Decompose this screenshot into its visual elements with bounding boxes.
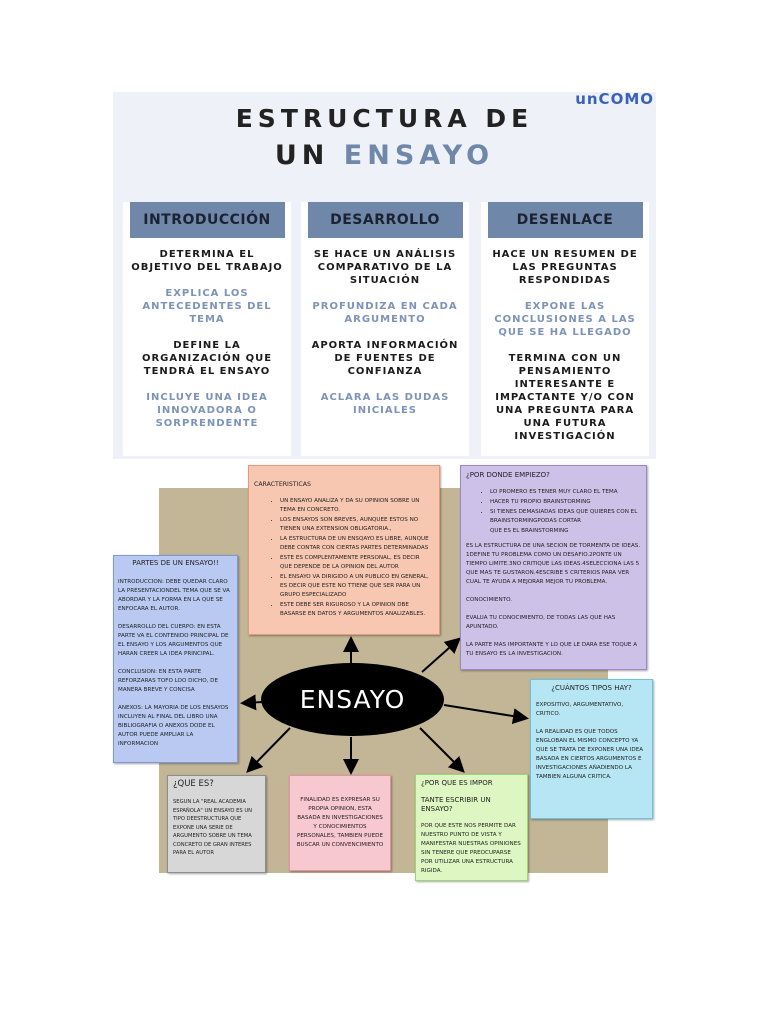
column-heading: DESENLACE — [488, 202, 643, 238]
box-por-que-es-importante — [415, 774, 528, 881]
box-title: PARTES DE UN ENSAYO!! — [132, 559, 219, 567]
paragraph: CONCLUSION: EN ESTA PARTE REFORZARAS TOFO LOO DICHO, DE MANERA BREVE Y CONCISA — [118, 669, 218, 693]
column-item: HACE UN RESUMEN DE LAS PREGUNTAS RESPONDIDAS — [492, 249, 638, 286]
paragraph: ANEXOS: LA MAYORIA DE LOS ENSAYOS INCLUYEN AL FINAL DEL LIBRO UNA BIBLIOGRAFIA O ANEXOS DODE EL AUTOR PUEDE AMPLIAR LA INFORMACION — [118, 705, 229, 747]
paragraph: LA REALIDAD ES QUE TODOS ENGLOBAN EL MISMO CONCEPTO YA QUE SE TRATA DE EXPONER UNA IDEA BASADA EN CIERTOS ARGUMENTOS E INVESTIGACIONES AÑADIENDO LA TAMBIEN ALGUNA CRITICA. — [536, 729, 644, 780]
column-item: INCLUYE UNA IDEA INNOVADORA O SORPRENDENTE — [146, 392, 268, 429]
brand-logo: unCOMO — [575, 92, 654, 108]
paragraph: SEGUN LA "REAL ACADEMIA ESPAÑOLA" UN ENSAYO ES UN TIPO DEESTRUCTURA QUE EXPONE UNA SERIE DE ARGUMENTO SOBRE UN TEMA CONCRETO DE GRAN INTERES PARA EL AUTOR — [173, 799, 253, 856]
box-title-line1: ¿POR QUE ES IMPOR — [421, 779, 493, 787]
box-que-es — [167, 775, 266, 873]
arrow-to-donde — [422, 640, 458, 672]
box-cuantos-tipos-hay — [530, 679, 653, 819]
column-item: ACLARA LAS DUDAS INICIALES — [320, 392, 450, 416]
column-item: EXPONE LAS CONCLUSIONES A LAS QUE SE HA LLEGADO — [494, 301, 636, 338]
arrow-to-porque — [420, 728, 462, 770]
list-item: • ESTE DEBE SER RIGUROSO Y LA OPINION DBE BASARSE EN DATOS Y ARGUMENTOS ANALIZABLES. — [280, 601, 432, 619]
paragraph: LA PARTE MAS IMPORTANTE Y LO QUE LE DARA ESE TOQUE A TU ENSAYO ES LA INVESTIGACION. — [466, 642, 638, 657]
list-item: • EL ENSAYO VA DIRIGIDO A UN PUBLICO EN GENERAL, ES DECIR QUE ESTE NO TTIENE QUE SER PARA UN GRUPO ESPECIALIZADO — [280, 573, 432, 600]
list-item: • LA ESTRUCTURA DE UN ENSQAYO ES LIBRE, AUNQUE DEBE CONTAR CON CIERTAS PARTES DETERMINADAS — [280, 535, 432, 553]
central-node-ensayo: ENSAYO — [261, 663, 444, 736]
paragraph: EVALUA TU CONOCIMIENTO, DE TODAS LAS QUE HAS APUNTADO. — [466, 615, 616, 630]
list-item: • ESTE ES COMPLENTAMENTE PERSONAL, ES DECIR QUE DEPENDE DE LA OPINION DEL AUTOR — [280, 554, 432, 572]
box-finalidad — [289, 775, 391, 871]
box-caracteristicas — [248, 465, 440, 635]
column-heading: INTRODUCCIÓN — [130, 202, 285, 238]
column-item: DEFINE LA ORGANIZACIÓN QUE TENDRÁ EL ENSAYO — [141, 340, 273, 377]
poster-title-line2: UN ENSAYO — [274, 140, 495, 171]
column-item: PROFUNDIZA EN CADA ARGUMENTO — [312, 301, 458, 325]
arrow-to-partes — [244, 702, 262, 703]
paragraph: DESARROLLO DEL CUERPO: EN ESTA PARTE VA EL CONTENIDO PRINCIPAL DE EL ENSAYO Y LOS ARGUMENTOS QUE HARAN CREER LA IDEA PRINCIPAL. — [118, 624, 229, 657]
list-item: • HACER TU PROPIO BRAINSTORMING — [490, 498, 641, 507]
paragraph: CONOCIMIENTO. — [466, 597, 513, 603]
column-item: SE HACE UN ANÁLISIS COMPARATIVO DE LA SITUACIÓN — [313, 249, 457, 286]
arrow-to-quees — [249, 728, 290, 770]
box-partes-de-un-ensayo — [113, 555, 238, 763]
box-title: ¿QUE ES? — [173, 779, 214, 789]
paragraph: POR QUE ESTE NOS PERMITE DAR NUESTRO PUNTO DE VISTA Y MANIFESTAR NUESTRAS OPINIONES SIN TENERE QUE PREOCUPARSE POR UTILIZAR UNA ESTRUCTURA RIGIDA. — [421, 823, 521, 874]
list-item: • LOS ENSAYOS SON BREVES, AUNQUEE ESTOS NO TIENEN UNA EXTENSION OBLIGATORIA., — [280, 516, 432, 534]
list-item: • LO PROMERO ES TENER MUY CLARO EL TEMA — [490, 488, 641, 497]
column-heading: DESARROLLO — [308, 202, 463, 238]
column-item: APORTA INFORMACIÓN DE FUENTES DE CONFIANZA — [311, 340, 459, 377]
column-item: DETERMINA EL OBJETIVO DEL TRABAJO — [131, 249, 283, 273]
column-item: EXPLICA LOS ANTECEDENTES DEL TEMA — [142, 288, 272, 325]
poster-title-line1: ESTRUCTURA DE — [235, 104, 534, 133]
paragraph: INTRODUCCION: DEBE QUEDAR CLARO LA PRESENTACIONDEL TEMA QUE SE VA ABORDAR Y LA FORMA EN LA QUE SE ENFOCARA EL AUTOR. — [118, 579, 230, 612]
arrow-to-tipos — [444, 705, 525, 718]
box-title: ¿CUÁNTOS TIPOS HAY? — [551, 684, 632, 692]
box-title-line2: TANTE ESCRIBIR UN ENSAYO? — [421, 796, 491, 813]
box-por-donde-empiezo — [460, 465, 647, 670]
box-title: CARACTERISTICAS — [254, 481, 311, 488]
paragraph: FINALIDAD ES EXPRESAR SU PROPIA OPINION, ESTA BASADA EN INVESTIGACIONES Y CONOCIMIENTOS PERSONALES, TAMBIEN PUEDE BUSCAR UN CONVENCIMIENTO — [296, 797, 384, 848]
list-item: • UN ENSAYO ANALIZA Y DA SU OPINION SOBRE UN TEMA EN CONCRETO. — [280, 497, 432, 515]
column-item: TERMINA CON UN PENSAMIENTO INTERESANTE E IMPACTANTE Y/O CON UNA PREGUNTA PARA UNA FUTURA INVESTIGACIÓN — [495, 353, 635, 442]
box-title: ¿POR DONDE EMPIEZO? — [466, 471, 550, 479]
paragraph: ES LA ESTRUCTURA DE UNA SECION DE TORMENTA DE IDEAS. 1DEFINE TU PROBLEMA COMO UN DESAFIO.2PONTE UN TIEMPO LIMITE.3NO CRITIQUE LAS IDEAS.4SELECCIONA LAS 5 QUE MAS TE GUSTARON.4ESCRIBE 5 CRITERIOS PARA VER CUAL TE AYUDA A MEJORAR MEJOR TU PROBLEMA. — [466, 543, 641, 585]
paragraph: EXPOSITIVO, ARGUMENTATIVO, CRITICO. — [536, 702, 624, 717]
brainstorming-heading: QUE ES EL BRAINSTORMING — [490, 528, 569, 534]
list-item: • SI TIENES DEMASIADAS IDEAS QUE QUIERES CON EL BRAINSTORMINGPODAS CORTAR — [490, 508, 641, 526]
